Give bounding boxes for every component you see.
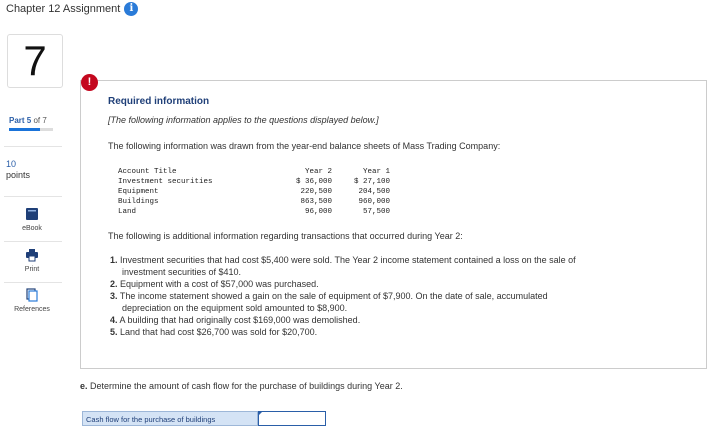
printer-icon — [25, 248, 39, 262]
question-number-box[interactable] — [7, 34, 63, 88]
table-cell: Investment securities — [118, 178, 213, 186]
info-icon[interactable]: i — [124, 2, 138, 16]
divider — [4, 196, 62, 197]
answer-label: Cash flow for the purchase of buildings — [82, 411, 258, 426]
ebook-button[interactable] — [4, 207, 60, 232]
list-item — [110, 278, 670, 290]
divider — [4, 241, 62, 242]
table-row — [116, 207, 392, 217]
print-label: Print — [24, 266, 40, 273]
column-header: Account Title — [118, 168, 177, 176]
cash-flow-input[interactable] — [258, 411, 326, 426]
points-label: points — [6, 170, 31, 180]
print-button[interactable] — [4, 248, 60, 273]
table-cell: Land — [118, 208, 137, 216]
list-item — [110, 254, 670, 278]
table-cell: 57,500 — [362, 208, 390, 216]
question-text: Determine the amount of cash flow for the purchase of buildings during Year 2. — [90, 381, 403, 391]
item-text: Land that had cost $26,700 was sold for $20,700. — [120, 327, 318, 337]
divider — [4, 282, 62, 283]
table-cell: 204,500 — [358, 188, 390, 196]
balance-sheet-table — [116, 167, 392, 217]
question-number: 7 — [23, 37, 47, 84]
table-cell: 220,500 — [300, 188, 332, 196]
assignment-header — [6, 2, 138, 16]
list-item — [110, 314, 670, 326]
assignment-title: Chapter 12 Assignment — [6, 3, 121, 15]
table-cell: $ 36,000 — [295, 178, 332, 186]
references-label: References — [14, 306, 50, 313]
points-value: 10 — [6, 159, 17, 169]
table-cell: Buildings — [118, 198, 159, 206]
list-item — [110, 290, 670, 314]
part-progress-fill — [9, 128, 40, 131]
part-label: Part 5 — [9, 116, 32, 125]
list-item — [110, 326, 670, 338]
table-cell: $ 27,100 — [353, 178, 390, 186]
table-row — [116, 197, 392, 207]
table-header-row — [116, 167, 392, 177]
book-icon — [25, 207, 39, 221]
table-cell: 863,500 — [300, 198, 332, 206]
alert-icon: ! — [81, 74, 98, 91]
table-row — [116, 187, 392, 197]
item-number: 5. — [110, 327, 118, 337]
additional-info-text: The following is additional information regarding transactions that occurred during Year 2: — [108, 231, 463, 241]
item-text: The income statement showed a gain on the sale of equipment of $7,900. On the date of sale, accumulated — [119, 291, 548, 301]
item-text-cont: depreciation on the equipment sold amounted to $8,900. — [122, 303, 348, 313]
column-header: Year 1 — [362, 168, 390, 176]
ebook-label: eBook — [22, 225, 42, 232]
item-number: 3. — [110, 291, 118, 301]
intro-text: The following information was drawn from the year-end balance sheets of Mass Trading Company: — [108, 141, 501, 151]
required-info-heading: Required information — [108, 96, 210, 107]
points-indicator — [6, 159, 30, 181]
divider — [4, 146, 62, 147]
references-button[interactable] — [4, 288, 60, 313]
item-text: Investment securities that had cost $5,400 were sold. The Year 2 income statement contained a loss on the sale of — [120, 255, 576, 265]
item-number: 1. — [110, 255, 118, 265]
table-row — [116, 177, 392, 187]
item-text: A building that had originally cost $169,000 was demolished. — [119, 315, 361, 325]
table-cell: 960,000 — [358, 198, 390, 206]
info-note: [The following information applies to the questions displayed below.] — [108, 115, 379, 125]
question-prefix: e. — [80, 381, 88, 391]
transaction-list — [110, 254, 670, 338]
item-text: Equipment with a cost of $57,000 was purchased. — [120, 279, 319, 289]
part-of: of 7 — [33, 116, 47, 125]
references-icon — [25, 288, 39, 302]
table-cell: Equipment — [118, 188, 159, 196]
part-indicator — [9, 116, 47, 125]
item-text-cont: investment securities of $410. — [122, 267, 242, 277]
item-number: 2. — [110, 279, 118, 289]
table-cell: 96,000 — [304, 208, 332, 216]
column-header: Year 2 — [304, 168, 332, 176]
item-number: 4. — [110, 315, 118, 325]
question-prompt — [80, 381, 403, 391]
answer-flag-icon — [258, 411, 263, 416]
part-progress-bar — [9, 128, 53, 131]
